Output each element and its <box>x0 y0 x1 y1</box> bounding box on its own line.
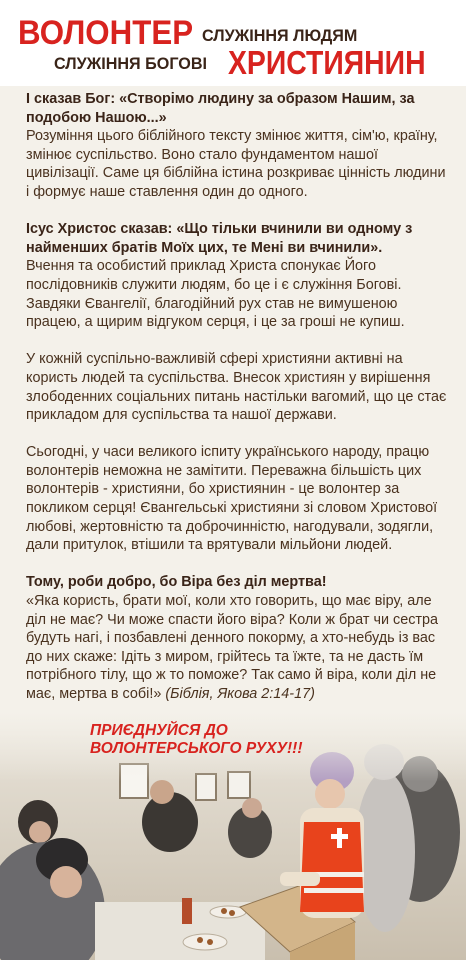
call-to-action <box>90 722 303 758</box>
title-volunteer: ВОЛОНТЕР <box>18 14 194 52</box>
quote-james: «Яка користь, брати мої, коли хто говорить, що має віру, але діл не має? Чи може спасти його віра? Коли ж брат чи сестра будуть нагі, і позбавлені денного покорму, а хто-небудь із вас до них скаже: Ідіть з миром, грійтесь та їжте, та не дасть їм потрібного тілу, що ж то поможе? Так само й віра, коли діл не має, мертва в собі!» <box>26 593 438 702</box>
paragraph-creation-text: Розуміння цього біблійного тексту змінює життя, сім'ю, країну, змінює суспільство. Воно стало фундаментом нашої цивілізації. Саме ця біблійна істина розкриває цінність людини і формує наше ставлення один до одного. <box>26 128 446 200</box>
paragraph-society-text: У кожній суспільно-важливій сфері християни активні на користь людей та суспільства. Внесок християн у вирішення злободенних соціальних питань настільки вагомий, що це стає прикладом для суспільства та нашої держави. <box>26 351 447 424</box>
paragraph-creation <box>26 90 450 202</box>
paragraph-society <box>26 350 450 424</box>
citation-james: (Біблія, Якова 2:14-17) <box>165 686 315 702</box>
quote-matthew: Ісус Христос сказав: «Що тільки вчинили ви одному з найменших братів Моїх цих, те Мені ви вчинили». <box>26 221 413 256</box>
paragraph-christ-text: Вчення та особистий приклад Христа спонукає Його послідовників служити людям, бо це і є служіння Богові. Завдяки Євангелії, благодійний рух став не вимушеною працею, а щирим відгуком серця, і це за гроші не купиш. <box>26 258 405 331</box>
article-body <box>26 90 450 722</box>
quote-genesis: І сказав Бог: «Створімо людину за образом Нашим, за подобою Нашою...» <box>26 91 415 126</box>
title-christian: ХРИСТИЯНИН <box>228 44 426 81</box>
paragraph-today <box>26 443 450 555</box>
paragraph-faith <box>26 573 450 703</box>
heading-faith: Тому, роби добро, бо Віра без діл мертва! <box>26 574 327 591</box>
subtitle-serving-people: СЛУЖІННЯ ЛЮДЯМ <box>202 26 358 45</box>
subtitle-serving-god: СЛУЖІННЯ БОГОВІ <box>54 54 207 73</box>
paragraph-christ <box>26 220 450 332</box>
cta-line-1: ПРИЄДНУЙСЯ ДО <box>90 722 228 739</box>
header-banner <box>0 0 466 86</box>
cta-line-2: ВОЛОНТЕРСЬКОГО РУХУ!!! <box>90 740 303 757</box>
paragraph-today-text: Сьогодні, у часи великого іспиту українського народу, працю волонтерів неможна не замітити. Переважна більшість цих волонтерів - християни, бо християнин - це волонтер за покликом серця! Євангельські християни зі словом Христової любові, жертовністю та доброчинністю, нагодували, зодягли, дали притулок, втішили та врятували мільйони людей. <box>26 444 438 554</box>
